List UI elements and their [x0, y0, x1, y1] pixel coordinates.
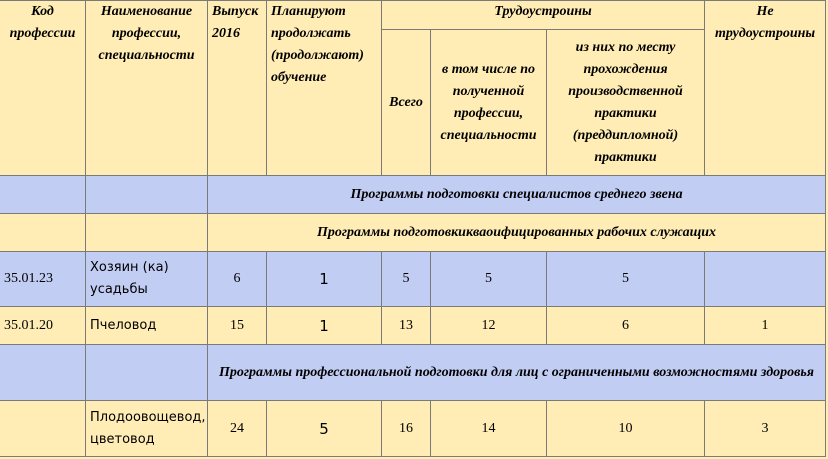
- empty-cell: [0, 214, 86, 252]
- cell-name: Хозяин (ка) усадьбы: [86, 252, 208, 307]
- cell-employed-by-profession: 5: [431, 252, 547, 307]
- cell-employed-by-practice: 6: [547, 307, 705, 345]
- header-name: Наименование профессии, специальности: [86, 1, 208, 176]
- section-row-mid-level: [0, 176, 826, 214]
- header-employed: Трудоустроины: [382, 1, 705, 30]
- header-employed-by-profession: в том числе по полученной профессии, специальности: [431, 30, 547, 176]
- cell-name: Пчеловод: [86, 307, 208, 345]
- cell-continue-study: 1: [267, 252, 382, 307]
- cell-employed-by-profession: 14: [431, 401, 547, 457]
- section-title-disabled: Программы профессиональной подготовки для лиц с ограниченными возможностями здоровья: [208, 345, 826, 401]
- empty-cell: [0, 345, 86, 401]
- cell-code: [0, 401, 86, 457]
- header-row-1: [0, 1, 826, 30]
- header-continue-study: Планируют продолжать (продолжают) обучение: [267, 1, 382, 176]
- header-employed-by-practice: из них по месту прохождения производственной практики (преддипломной) практики: [547, 30, 705, 176]
- cell-employed-by-profession: 12: [431, 307, 547, 345]
- empty-cell: [86, 176, 208, 214]
- cell-not-employed: 1: [705, 307, 826, 345]
- cell-not-employed: [705, 252, 826, 307]
- table-row: [0, 401, 826, 457]
- cell-graduation: 6: [208, 252, 267, 307]
- table-row: [0, 252, 826, 307]
- header-not-employed: Не трудоустроины: [705, 1, 826, 176]
- cell-employed-by-practice: 10: [547, 401, 705, 457]
- cell-employed-total: 13: [382, 307, 431, 345]
- cell-employed-total: 16: [382, 401, 431, 457]
- cell-continue-study: 1: [267, 307, 382, 345]
- cell-continue-study: 5: [267, 401, 382, 457]
- empty-cell: [0, 176, 86, 214]
- section-title-mid-level: Программы подготовки специалистов среднего звена: [208, 176, 826, 214]
- header-employed-total: Всего: [382, 30, 431, 176]
- cell-employed-by-practice: 5: [547, 252, 705, 307]
- section-title-skilled-workers: Программы подготовкикваоифицированных рабочих служащих: [208, 214, 826, 252]
- cell-employed-total: 5: [382, 252, 431, 307]
- header-code: Код профессии: [0, 1, 86, 176]
- cell-code: 35.01.23: [0, 252, 86, 307]
- cell-graduation: 15: [208, 307, 267, 345]
- table-row: [0, 307, 826, 345]
- cell-code: 35.01.20: [0, 307, 86, 345]
- cell-graduation: 24: [208, 401, 267, 457]
- header-graduation: Выпуск 2016: [208, 1, 267, 176]
- empty-cell: [86, 345, 208, 401]
- empty-cell: [86, 214, 208, 252]
- section-row-skilled-workers: [0, 214, 826, 252]
- cell-not-employed: 3: [705, 401, 826, 457]
- cell-name: Плодоовощевод, цветовод: [86, 401, 208, 457]
- section-row-disabled: [0, 345, 826, 401]
